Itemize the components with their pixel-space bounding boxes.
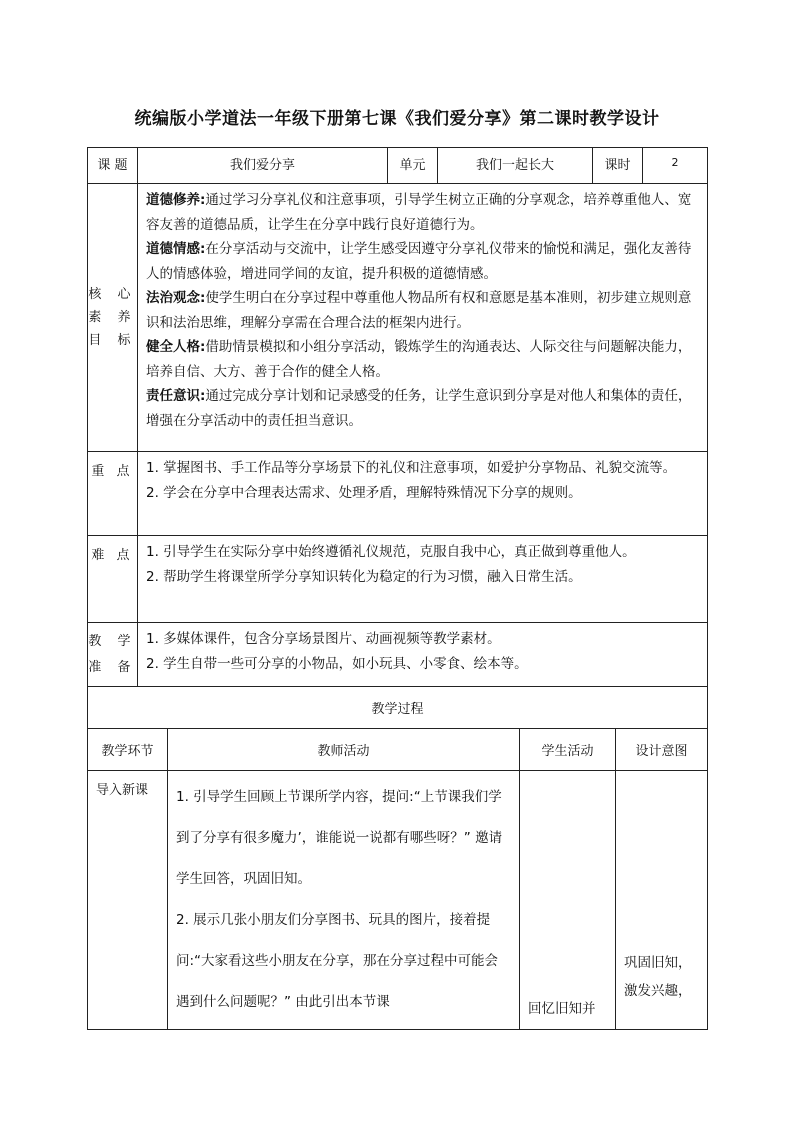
core-goal-item — [146, 384, 700, 433]
column-header: 学生活动 — [520, 729, 616, 771]
unit-value: 我们一起长大 — [438, 148, 593, 184]
process-columns-row — [88, 729, 708, 771]
core-goal-heading: 道德修养: — [146, 192, 206, 208]
design-intent-cell: 巩固旧知，激发兴趣， — [616, 771, 708, 1030]
prep-label-line: 教 学 — [88, 633, 137, 649]
prep-label-line: 准 备 — [88, 659, 137, 675]
difficulties-content — [138, 536, 708, 623]
prep-item: 1. 多媒体课件，包含分享场景图片、动画视频等教学素材。 — [146, 631, 501, 647]
column-header: 教师活动 — [168, 729, 520, 771]
key-point-item: 2. 学会在分享中合理表达需求、处理矛盾，理解特殊情况下分享的规则。 — [146, 484, 582, 501]
difficulty-item: 1. 引导学生在实际分享中始终遵循礼仪规范，克服自我中心，真正做到尊重他人。 — [146, 544, 636, 560]
document-title: 统编版小学道法一年级下册第七课《我们爱分享》第二课时教学设计 — [134, 109, 660, 129]
core-goal-item — [146, 237, 700, 286]
difficulties-row — [88, 536, 708, 623]
teacher-activity-item: 2. 展示几张小朋友们分享图书、玩具的图片，接着提问:“大家看这些小朋友在分享，那在分享过程中可能会遇到什么问题呢？” 由此引出本节课 — [176, 912, 499, 1010]
period-value: 2 — [643, 148, 708, 184]
core-goal-heading: 道德情感: — [146, 241, 206, 257]
prep-content — [138, 623, 708, 687]
process-heading-row — [88, 687, 708, 729]
teacher-activity-cell — [168, 771, 520, 1030]
key-points-content — [138, 452, 708, 536]
column-header: 设计意图 — [616, 729, 708, 771]
core-label-line: 核 心 — [88, 287, 137, 302]
core-goal-text: 借助情景模拟和小组分享活动，锻炼学生的沟通表达、人际交往与问题解决能力，培养自信、大方、善于合作的健全人格。 — [146, 339, 692, 380]
topic-value: 我们爱分享 — [138, 148, 388, 184]
unit-label: 单元 — [388, 148, 438, 184]
core-goal-text: 通过学习分享礼仪和注意事项，引导学生树立正确的分享观念，培养尊重他人、宽容友善的道德品质，让学生在分享中践行良好道德行为。 — [146, 192, 692, 233]
core-label-line: 素 养 — [88, 310, 137, 325]
core-goal-heading: 法治观念: — [146, 290, 206, 306]
core-goals-row — [88, 184, 708, 452]
core-label-line: 目 标 — [88, 333, 137, 348]
key-point-item: 1. 掌握图书、手工作品等分享场景下的礼仪和注意事项，如爱护分享物品、礼貌交流等。 — [146, 460, 677, 476]
key-points-row — [88, 452, 708, 536]
core-goal-item — [146, 188, 700, 237]
process-heading: 教学过程 — [88, 687, 708, 729]
process-row — [88, 771, 708, 1030]
difficulties-label: 难 点 — [88, 536, 138, 623]
teaching-process-table — [87, 686, 708, 1030]
student-activity-cell: 回忆旧知并 — [520, 771, 616, 1030]
stage-cell: 导入新课 — [88, 771, 168, 1030]
difficulty-item: 2. 帮助学生将课堂所学分享知识转化为稳定的行为习惯，融入日常生活。 — [146, 568, 582, 585]
core-goal-item — [146, 335, 700, 384]
core-goal-text: 通过完成分享计划和记录感受的任务，让学生意识到分享是对他人和集体的责任，增强在分享活动中的责任担当意识。 — [146, 388, 692, 429]
core-goals-label — [88, 184, 138, 452]
teacher-activity-item: 1. 引导学生回顾上节课所学内容，提问:“上节课我们学到了分享有很多魔力’，谁能说一说都有哪些呀？” 邀请学生回答，巩固旧知。 — [176, 789, 503, 887]
prep-item: 2. 学生自带一些可分享的小物品，如小玩具、小零食、绘本等。 — [146, 655, 528, 672]
core-goals-content — [138, 184, 708, 452]
prep-row — [88, 623, 708, 687]
topic-row — [88, 148, 708, 184]
core-goal-item — [146, 286, 700, 335]
key-points-label: 重 点 — [88, 452, 138, 536]
core-goal-text: 使学生明白在分享过程中尊重他人物品所有权和意愿是基本准则，初步建立规则意识和法治思维，理解分享需在合理合法的框架内进行。 — [146, 290, 692, 331]
core-goal-text: 在分享活动与交流中，让学生感受因遵守分享礼仪带来的愉悦和满足，强化友善待人的情感体验，增进同学间的友谊，提升积极的道德情感。 — [146, 241, 692, 282]
period-label: 课时 — [593, 148, 643, 184]
topic-label: 课 题 — [88, 148, 138, 184]
core-goal-heading: 责任意识: — [146, 388, 206, 404]
lesson-info-table — [87, 147, 708, 687]
column-header: 教学环节 — [88, 729, 168, 771]
prep-label — [88, 623, 138, 687]
core-goal-heading: 健全人格: — [146, 339, 206, 355]
